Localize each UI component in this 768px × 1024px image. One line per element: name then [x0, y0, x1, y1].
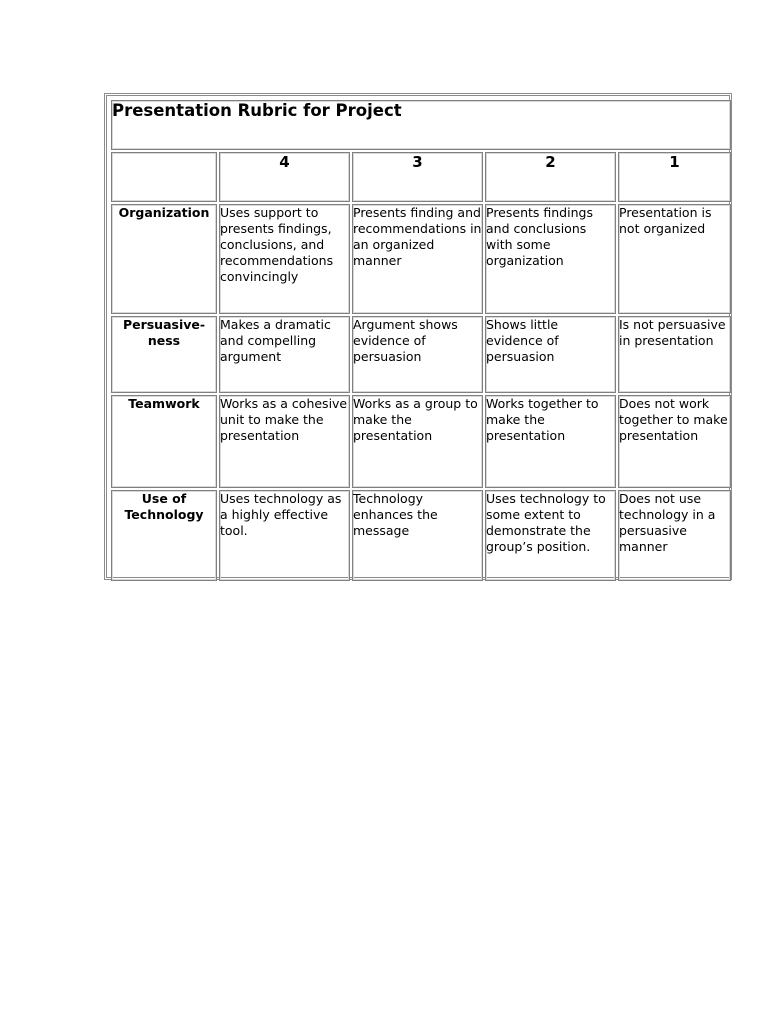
cell-persuasiveness-4: Makes a dramatic and compelling argument [219, 316, 350, 393]
score-header-4: 4 [219, 152, 350, 202]
corner-cell [111, 152, 217, 202]
score-header-2: 2 [485, 152, 616, 202]
criterion-teamwork: Teamwork [111, 395, 217, 488]
cell-technology-1: Does not use technology in a persuasive manner [618, 490, 731, 581]
cell-organization-4: Uses support to presents findings, conclusions, and recommendations convincingly [219, 204, 350, 314]
rubric-table-frame [104, 93, 732, 580]
rubric-title: Presentation Rubric for Project [111, 100, 731, 150]
cell-technology-3: Technology enhances the message [352, 490, 483, 581]
table-row [111, 204, 731, 314]
cell-technology-2: Uses technology to some extent to demonstrate the group’s position. [485, 490, 616, 581]
cell-teamwork-3: Works as a group to make the presentation [352, 395, 483, 488]
cell-teamwork-4: Works as a cohesive unit to make the presentation [219, 395, 350, 488]
cell-teamwork-1: Does not work together to make presentation [618, 395, 731, 488]
cell-organization-3: Presents finding and recommendations in an organized manner [352, 204, 483, 314]
cell-persuasiveness-2: Shows little evidence of persuasion [485, 316, 616, 393]
criterion-persuasiveness: Persuasive-ness [111, 316, 217, 393]
table-row [111, 316, 731, 393]
table-row [111, 490, 731, 581]
cell-organization-2: Presents findings and conclusions with some organization [485, 204, 616, 314]
score-header-1: 1 [618, 152, 731, 202]
cell-persuasiveness-3: Argument shows evidence of persuasion [352, 316, 483, 393]
cell-organization-1: Presentation is not organized [618, 204, 731, 314]
cell-persuasiveness-1: Is not persuasive in presentation [618, 316, 731, 393]
criterion-organization: Organization [111, 204, 217, 314]
cell-teamwork-2: Works together to make the presentation [485, 395, 616, 488]
rubric-table [109, 98, 733, 583]
cell-technology-4: Uses technology as a highly effective tool. [219, 490, 350, 581]
table-row [111, 395, 731, 488]
criterion-use-of-technology: Use of Technology [111, 490, 217, 581]
score-header-3: 3 [352, 152, 483, 202]
